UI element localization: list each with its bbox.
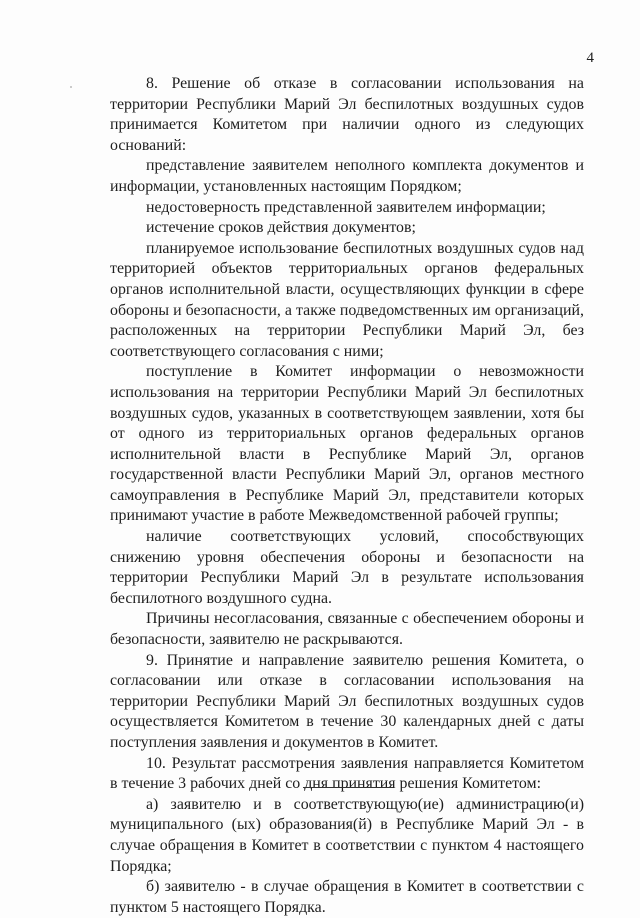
reason-impossibility-info: поступление в Комитет информации о невозможности использования на территории Республики Марий Эл беспилотных воздушных судов, указанных в соответствующем заявлении, хотя бы от одного из территориальных органов федеральных органов исполнительной власти в Республике Марий Эл, органов государственной власти Республики Марий Эл, органов местного самоуправления в Республике Марий Эл, представители которых принимают участие в работе Межведомственной рабочей группы;	[110, 363, 584, 525]
document-body	[110, 74, 584, 918]
paragraph-10: 10. Результат рассмотрения заявления направляется Комитетом в течение 3 рабочих дней со дня принятия решения Комитетом:	[110, 754, 584, 793]
paragraph-10-b: б) заявителю - в случае обращения в Комитет в соответствии с пунктом 5 настоящего Порядка.	[110, 878, 584, 916]
end-separator-line	[303, 787, 393, 788]
reason-inaccurate-information: недостоверность представленной заявителем информации;	[146, 198, 546, 216]
reason-incomplete-documents: представление заявителем неполного комплекта документов и информации, установленных настоящим Порядком;	[110, 157, 584, 195]
paragraph-9: 9. Принятие и направление заявителю решения Комитета, о согласовании или отказе в согласовании использования на территории Республики Марий Эл беспилотных воздушных судов осуществляется Комитетом в течение 30 календарных дней с даты поступления заявления и документов в Комитет.	[110, 651, 584, 751]
paragraph-10-a: а) заявителю и в соответствующую(ие) администрацию(и) муниципального (ых) образования(й) в Республике Марий Эл - в случае обращения в Комитет в соответствии с пунктом 4 настоящего Порядка;	[110, 795, 584, 875]
reason-defense-territory: планируемое использование беспилотных воздушных судов над территорией объектов территориальных органов федеральных органов исполнительной власти, осуществляющих функции в сфере обороны и безопасности, а также подведомственных им организаций, расположенных на территории Республики Марий Эл, без соответствующего согласования с ними;	[110, 239, 584, 360]
reason-expired-documents: истечение сроков действия документов;	[146, 219, 416, 237]
reason-security-conditions: наличие соответствующих условий, способствующих снижению уровня обеспечения обороны и безопасности на территории Республики Марий Эл в результате использования беспилотного воздушного судна.	[110, 528, 584, 607]
paragraph-8-intro: 8. Решение об отказе в согласовании использования на территории Республики Марий Эл беспилотных воздушных судов принимается Комитетом при наличии одного из следующих оснований:	[110, 75, 584, 154]
paragraph-reasons-not-disclosed: Причины несогласования, связанные с обеспечением обороны и безопасности, заявителю не раскрываются.	[110, 610, 584, 649]
scan-speck	[70, 86, 72, 88]
page-number: 4	[586, 50, 594, 66]
